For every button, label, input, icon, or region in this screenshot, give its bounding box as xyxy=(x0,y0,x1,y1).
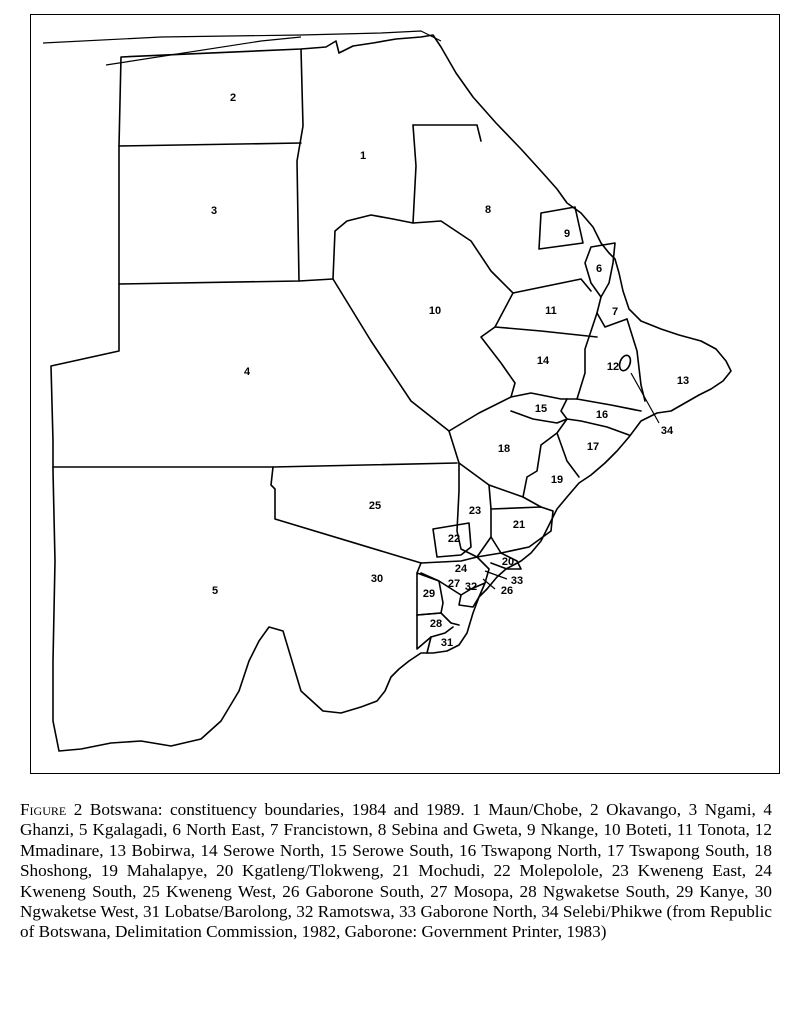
boundary-1-west xyxy=(297,49,303,281)
boundary-18-19 xyxy=(523,433,557,497)
constituency-label-30: 30 xyxy=(370,572,384,585)
boundary-17-19 xyxy=(557,419,579,477)
constituency-label-5: 5 xyxy=(211,584,219,597)
boundary-11-14 xyxy=(495,327,597,337)
constituency-label-26: 26 xyxy=(500,584,514,597)
boundary-25-west xyxy=(271,467,421,563)
constituency-label-28: 28 xyxy=(429,617,443,630)
constituency-12-marker xyxy=(618,354,633,372)
boundary-8-11 xyxy=(513,279,591,293)
constituency-label-7: 7 xyxy=(611,305,619,318)
country-outline xyxy=(51,35,731,751)
constituency-label-25: 25 xyxy=(368,499,382,512)
constituency-label-9: 9 xyxy=(563,227,571,240)
constituency-label-1: 1 xyxy=(359,149,367,162)
boundary-8-top xyxy=(413,125,481,141)
boundary-2-3 xyxy=(119,143,301,146)
boundary-8-10 xyxy=(413,221,513,293)
boundary-10-11 xyxy=(449,293,515,431)
figure-label: Figure 2 xyxy=(20,800,83,819)
constituency-label-20: 20 xyxy=(501,555,515,568)
constituency-label-34: 34 xyxy=(660,424,674,437)
boundary-14-12 xyxy=(577,313,597,399)
constituency-label-11: 11 xyxy=(545,304,557,317)
constituency-label-6: 6 xyxy=(595,262,603,275)
constituency-map xyxy=(31,15,781,775)
constituency-label-16: 16 xyxy=(595,408,609,421)
boundary-4-10 xyxy=(333,279,449,431)
constituency-label-27: 27 xyxy=(447,577,461,590)
constituency-9 xyxy=(539,207,583,249)
boundary-20 xyxy=(477,553,521,569)
constituency-label-17: 17 xyxy=(586,440,600,453)
boundary-1-8 xyxy=(333,125,416,279)
caption-text: Botswana: constituency boundaries, 1984 and 1989. 1 Maun/Chobe, 2 Okavango, 3 Ngami, 4 Ghanzi, 5 Kgalagadi, 6 North East, 7 Francistown, 8 Sebina and Gweta, 9 Nkange, 10 Boteti, 11 Tonota, 12 Mmadinare, 13 Bobirwa, 14 Serowe North, 15 Serowe South, 16 Tswapong North, 17 Tswapong South, 18 Shoshong, 19 Mahalapye, 20 Kgatleng/Tlokweng, 21 Mochudi, 22 Molepolole, 23 Kweneng East, 24 Kweneng South, 25 Kweneng West, 26 Gaborone South, 27 Mosopa, 28 Ngwaketse South, 29 Kanye, 30 Ngwaketse West, 31 Lobatse/Barolong, 32 Ramotswa, 33 Gaborone North, 34 Selebi/Phikwe (from Republic of Botswana, Delimitation Commission, 1982, Gaborone: Government Printer, 1983) xyxy=(20,800,772,942)
constituency-label-24: 24 xyxy=(454,562,468,575)
boundary-15-16 xyxy=(561,399,567,419)
boundary-14-15 xyxy=(511,393,641,411)
boundary-18-23 xyxy=(449,431,541,507)
boundary-30-28 xyxy=(417,563,421,573)
constituency-label-3: 3 xyxy=(210,204,218,217)
constituency-label-31: 31 xyxy=(440,636,454,649)
constituency-label-23: 23 xyxy=(468,504,482,517)
constituency-label-19: 19 xyxy=(550,473,564,486)
constituency-label-13: 13 xyxy=(676,374,690,387)
constituency-label-21: 21 xyxy=(512,518,526,531)
constituency-label-18: 18 xyxy=(497,442,511,455)
constituency-label-32: 32 xyxy=(464,580,478,593)
constituency-label-14: 14 xyxy=(536,354,550,367)
constituency-label-29: 29 xyxy=(422,587,436,600)
constituency-label-22: 22 xyxy=(447,532,461,545)
constituency-label-10: 10 xyxy=(428,304,442,317)
constituency-label-4: 4 xyxy=(243,365,251,378)
constituency-label-12: 12 xyxy=(606,360,620,373)
constituency-label-33: 33 xyxy=(510,574,524,587)
boundary-16-17 xyxy=(567,419,629,435)
pointer-34 xyxy=(631,373,659,423)
map-frame xyxy=(30,14,780,774)
constituency-label-2: 2 xyxy=(229,91,237,104)
figure-caption xyxy=(20,800,772,943)
constituency-label-15: 15 xyxy=(534,402,548,415)
boundary-3-4 xyxy=(119,279,333,284)
constituency-label-8: 8 xyxy=(484,203,492,216)
boundary-4-5 xyxy=(53,463,457,467)
